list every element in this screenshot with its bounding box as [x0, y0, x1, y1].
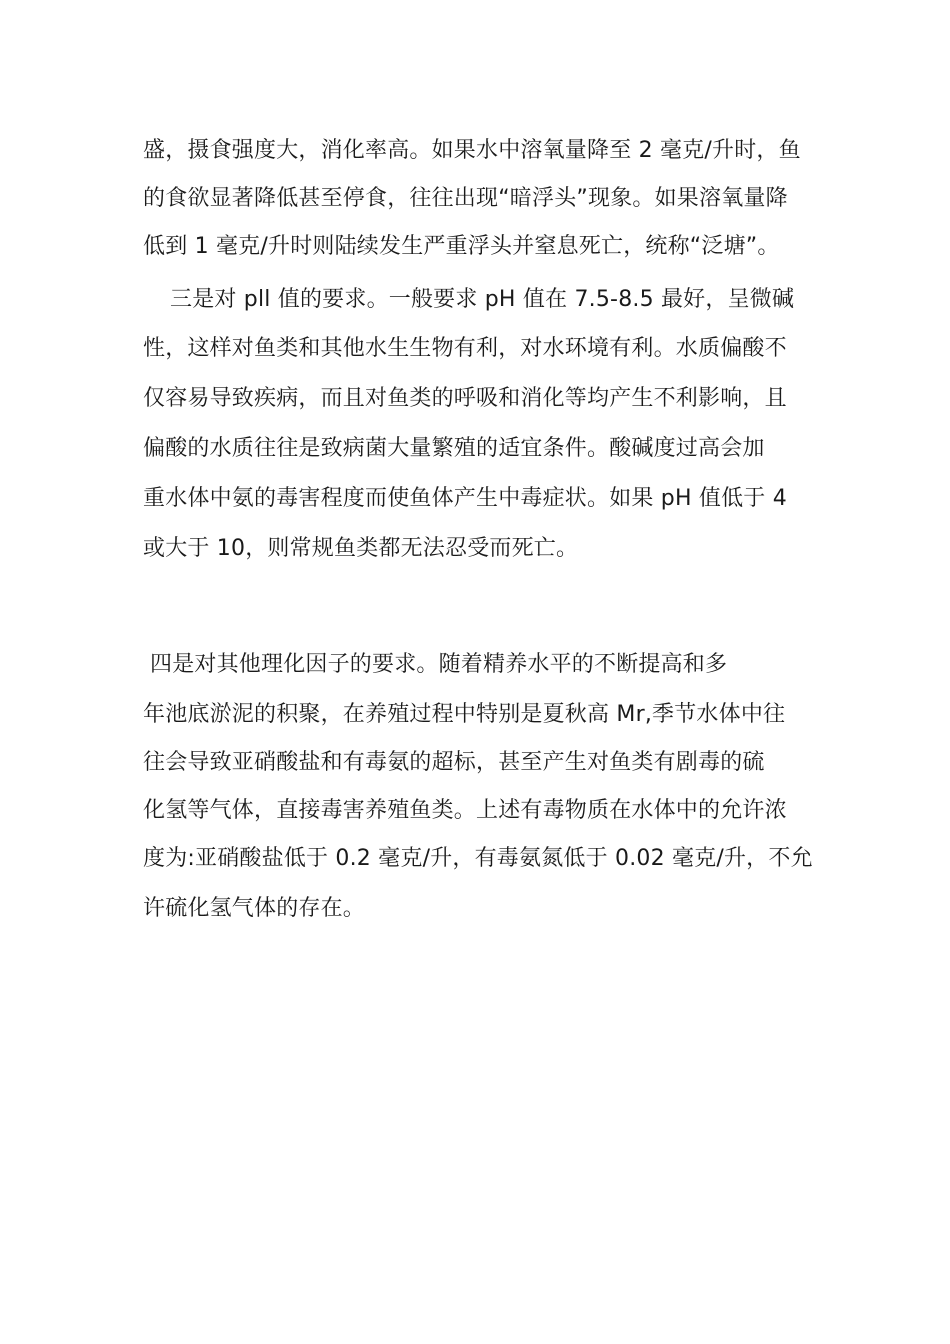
paragraph-start-line: 四是对其他理化因子的要求。随着精养水平的不断提高和多 — [150, 652, 728, 677]
paragraph-start-line: 三是对 pll 值的要求。一般要求 pH 值在 7.5-8.5 最好，呈微碱 — [170, 287, 795, 312]
text-line: 年池底淤泥的积聚，在养殖过程中特别是夏秋高 Mr,季节水体中往 — [143, 702, 786, 727]
text-line: 性，这样对鱼类和其他水生生物有利，对水环境有利。水质偏酸不 — [143, 336, 787, 361]
text-line: 偏酸的水质往往是致病菌大量繁殖的适宜条件。酸碱度过高会加 — [143, 436, 765, 461]
text-line: 往会导致亚硝酸盐和有毒氨的超标，甚至产生对鱼类有剧毒的硫 — [143, 750, 765, 775]
text-line: 低到 1 毫克/升时则陆续发生严重浮头并窒息死亡，统称“泛塘”。 — [143, 234, 780, 259]
text-line: 或大于 10，则常规鱼类都无法忍受而死亡。 — [143, 536, 579, 561]
text-line: 度为:亚硝酸盐低于 0.2 毫克/升，有毒氨氮低于 0.02 毫克/升，不允 — [143, 846, 813, 871]
text-line: 仅容易导致疾病，而且对鱼类的呼吸和消化等均产生不利影响，且 — [143, 386, 787, 411]
text-line: 重水体中氨的毒害程度而使鱼体产生中毒症状。如果 pH 值低于 4 — [143, 486, 787, 511]
text-line: 盛，摄食强度大，消化率高。如果水中溶氧量降至 2 毫克/升时，鱼 — [143, 138, 801, 163]
text-line: 许硫化氢气体的存在。 — [143, 896, 366, 921]
text-line: 化氢等气体，直接毒害养殖鱼类。上述有毒物质在水体中的允许浓 — [143, 798, 787, 823]
text-line: 的食欲显著降低甚至停食，往往出现“暗浮头”现象。如果溶氧量降 — [143, 186, 788, 211]
